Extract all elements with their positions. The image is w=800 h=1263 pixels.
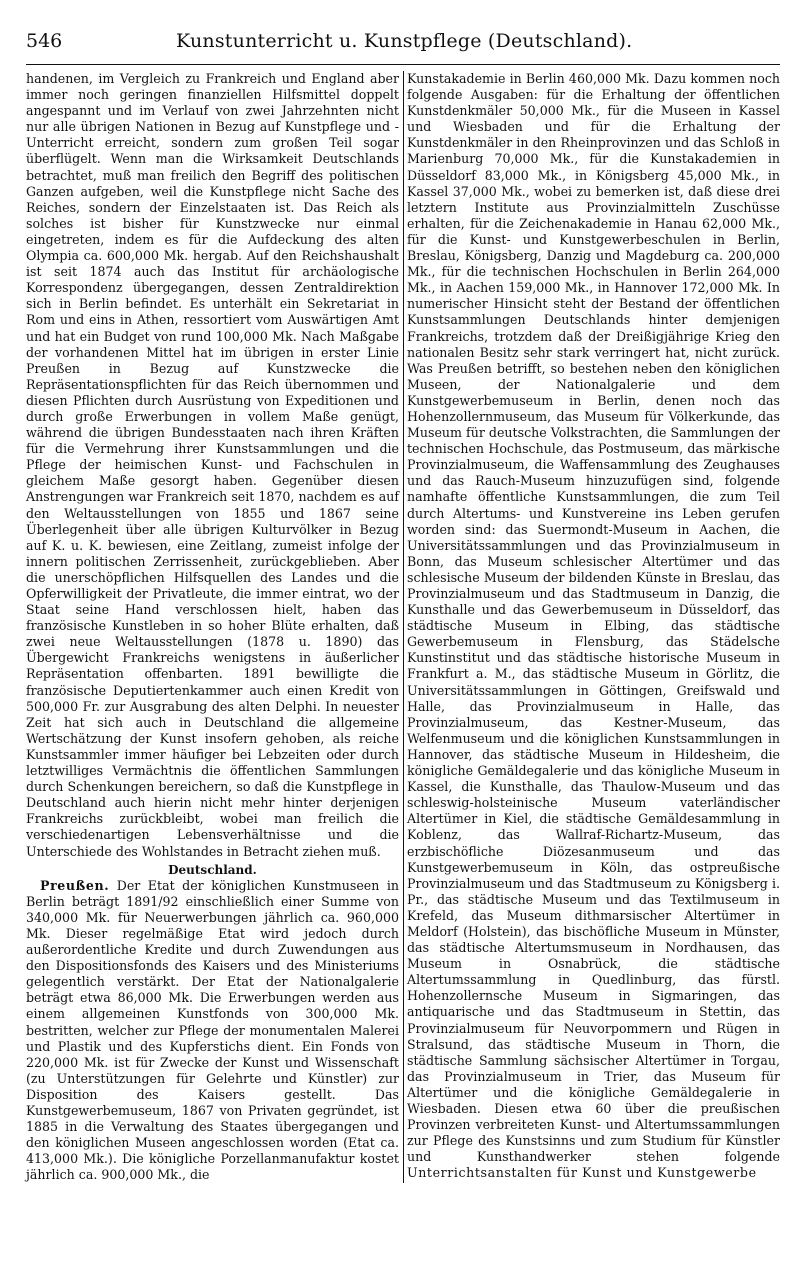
left-column: [26, 71, 399, 1183]
left-paragraph-2: [26, 878, 399, 1184]
running-title: Kunstunterricht u. Kunstpflege (Deutschland).: [176, 30, 633, 52]
right-paragraph-1-spaced-tail: Unterrichtsanstalten für Kunst und Kunstgewerbe: [407, 1165, 757, 1181]
page-number: 546: [26, 30, 63, 52]
left-paragraph-1: handenen, im Vergleich zu Frankreich und England aber immer noch geringen finanziellen Hilfsmittel doppelt angespannt und im Verlauf von zwei Jahrzehnten nicht nur alle übrigen Nationen in Bezug auf Kunstpflege und -Unterricht erreicht, sondern zum großen Teil sogar überflügelt. Wenn man die Wirksamkeit Deutschlands betrachtet, muß man freilich den Begriff des politischen Ganzen aufgeben, weil die Kunstpflege nicht Sache des Reiches, sondern der Einzelstaaten ist. Das Reich als solches ist bisher für Kunstzwecke nur einmal eingetreten, indem es für die Aufdeckung des alten Olympia ca. 600,000 Mk. hergab. Auf den Reichshaushalt ist seit 1874 auch das Institut für archäologische Korrespondenz übergegangen, dessen Zentraldirektion sich in Berlin befindet. Es unterhält ein Sekretariat in Rom und eins in Athen, ressortiert vom Auswärtigen Amt und hat ein Budget von rund 100,000 Mk. Nach Maßgabe der vorhandenen Mittel hat im übrigen in erster Linie Preußen in Bezug auf Kunstzwecke die Repräsentationspflichten für das Reich übernommen und diesen Pflichten durch Ausrüstung von Expeditionen und durch große Erwerbungen in vollem Maße genügt, während die übrigen Bundesstaaten nach ihren Kräften für die Vermehrung ihrer Kunstsammlungen und die Pflege der heimischen Kunst- und Fachschulen in gleichem Maße gesorgt haben. Gegenüber diesen Anstrengungen war Frankreich seit 1870, nachdem es auf den Weltausstellungen von 1855 und 1867 seine Überlegenheit über alle übrigen Kulturvölker in Bezug auf K. u. K. bewiesen, eine Zeitlang, zumeist infolge der innern politischen Zerrissenheit, zurückgeblieben. Aber die unerschöpflichen Hilfsquellen des Landes und die Opferwilligkeit der Privatleute, die immer eintrat, wo der Staat seine Hand verschlossen hielt, haben das französische Kunstleben in so hoher Blüte erhalten, daß zwei neue Weltausstellungen (1878 u. 1890) das Übergewicht Frankreichs wenigstens in äußerlicher Repräsentation offenbarten. 1891 bewilligte die französische Deputiertenkammer auch einen Kredit von 500,000 Fr. zur Ausgrabung des alten Delphi. In neuester Zeit hat sich auch in Deutschland die allgemeine Wertschätzung der Kunst insofern gehoben, als reiche Kunstsammler immer häufiger bei Lebzeiten oder durch letztwilliges Vermächtnis die öffentlichen Sammlungen durch Schenkungen bereichern, so daß die Kunstpflege in Deutschland auch hierin nicht mehr hinter derjenigen Frankreichs zurückbleibt, wobei man freilich die verschiedenartigen Lebensverhältnisse und die Unterschiede des Wohlstandes in Betracht ziehen muß.: [26, 71, 399, 859]
column-divider: [403, 71, 404, 1183]
text-columns: [26, 71, 780, 1183]
paragraph-lead-term: Preußen.: [40, 877, 110, 893]
right-column: [407, 71, 780, 1183]
page-header: [26, 30, 780, 65]
left-paragraph-2-body: Der Etat der königlichen Kunstmuseen in Berlin beträgt 1891/92 einschließlich einer Summe von 340,000 Mk. für Neuerwerbungen jährlich ca. 960,000 Mk. Dieser regelmäßige Etat wird jedoch durch außerordentliche Kredite und durch Zuwendungen aus den Dispositionsfonds des Kaisers und des Ministeriums gelegentlich verstärkt. Der Etat der Nationalgalerie beträgt etwa 86,000 Mk. Die Erwerbungen werden aus einem allgemeinen Kunstfonds von 300,000 Mk. bestritten, welcher zur Pflege der monumentalen Malerei und Plastik und des Kupferstichs dient. Ein Fonds von 220,000 Mk. ist für Zwecke der Kunst und Wissenschaft (zu Unterstützungen für Gelehrte und Künstler) zur Disposition des Kaisers gestellt. Das Kunstgewerbemuseum, 1867 von Privaten gegründet, ist 1885 in die Verwaltung des Staates übergegangen und den königlichen Museen angeschlossen worden (Etat ca. 413,000 Mk.). Die königliche Porzellanmanufaktur kostet jährlich ca. 900,000 Mk., die: [26, 877, 399, 1183]
section-heading: Deutschland.: [168, 862, 257, 877]
right-paragraph-1-body: Kunstakademie in Berlin 460,000 Mk. Dazu kommen noch folgende Ausgaben: für die Erhaltung der öffentlichen Kunstdenkmäler 50,000 Mk., für die Museen in Kassel und Wiesbaden und für die Erhaltung der Kunstdenkmäler in den Rheinprovinzen und das Schloß in Marienburg 70,000 Mk., für die Kunstakademien in Düsseldorf 83,000 Mk., in Königsberg 45,000 Mk., in Kassel 37,000 Mk., wobei zu bemerken ist, daß diese drei letztern Institute aus Provinzialmitteln Zuschüsse erhalten, für die Zeichenakademie in Hanau 62,000 Mk., für die Kunst- und Kunstgewerbeschulen in Berlin, Breslau, Königsberg, Danzig und Magdeburg ca. 200,000 Mk., für die technischen Hochschulen in Berlin 264,000 Mk., in Aachen 159,000 Mk., in Hannover 172,000 Mk. In numerischer Hinsicht steht der Bestand der öffentlichen Kunstsammlungen Deutschlands hinter demjenigen Frankreichs, trotzdem daß der Dreißigjährige Krieg den nationalen Besitz sehr stark verringert hat, nicht zurück. Was Preußen betrifft, so bestehen neben den königlichen Museen, der Nationalgalerie und dem Kunstgewerbemuseum in Berlin, denen noch das Hohenzollernmuseum, das Museum für Völkerkunde, das Museum für deutsche Volkstrachten, die Sammlungen der technischen Hochschule, das Postmuseum, das märkische Provinzialmuseum, die Waffensammlung des Zeughauses und das Rauch-Museum hinzuzufügen sind, folgende namhafte öffentliche Kunstsammlungen, die zum Teil durch Altertums- und Kunstvereine ins Leben gerufen worden sind: das Suermondt-Museum in Aachen, die Universitätssammlungen und das Provinzialmuseum in Bonn, das Museum schlesischer Altertümer und das schlesische Museum der bildenden Künste in Breslau, das Provinzialmuseum und das Stadtmuseum in Danzig, die Kunsthalle und das Gewerbemuseum in Düsseldorf, das städtische Museum in Elbing, das städtische Gewerbemuseum in Flensburg, das Städelsche Kunstinstitut und das städtische historische Museum in Frankfurt a. M., das städtische Museum in Görlitz, die Universitätssammlungen in Göttingen, Greifswald und Halle, das Provinzialmuseum in Halle, das Provinzialmuseum, das Kestner-Museum, das Welfenmuseum und die königlichen Kunstsammlungen in Hannover, das städtische Museum in Hildesheim, die königliche Gemäldegalerie und das königliche Museum in Kassel, die Kunsthalle, das Thaulow-Museum und das schleswig-holsteinische Museum vaterländischer Altertümer in Kiel, die städtische Gemäldesammlung in Koblenz, das Wallraf-Richartz-Museum, das erzbischöfliche Diözesanmuseum und das Kunstgewerbemuseum in Köln, das ostpreußische Provinzialmuseum und das Stadtmuseum zu Königsberg i. Pr., das städtische Museum und das Textilmuseum in Krefeld, das Museum dithmarsischer Altertümer in Meldorf (Holstein), das bischöfliche Museum in Münster, das städtische Altertumsmuseum in Nordhausen, das Museum in Osnabrück, die städtische Altertumssammlung in Quedlinburg, das fürstl. Hohenzollernsche Museum in Sigmaringen, das antiquarische und das Stadtmuseum in Stettin, das Provinzialmuseum für Neuvorpommern und Rügen in Stralsund, das städtische Museum in Thorn, die städtische Sammlung sächsischer Altertümer in Torgau, das Provinzialmuseum in Trier, das Museum für Altertümer und die königliche Gemäldegalerie in Wiesbaden. Diesen etwa 60 über die preußischen Provinzen verbreiteten Kunst- und Altertumssammlungen zur Pflege des Kunstsinns und zum Studium für Künstler und Kunsthandwerker stehen folgende: [407, 71, 780, 1165]
right-paragraph-1: [407, 71, 780, 1181]
